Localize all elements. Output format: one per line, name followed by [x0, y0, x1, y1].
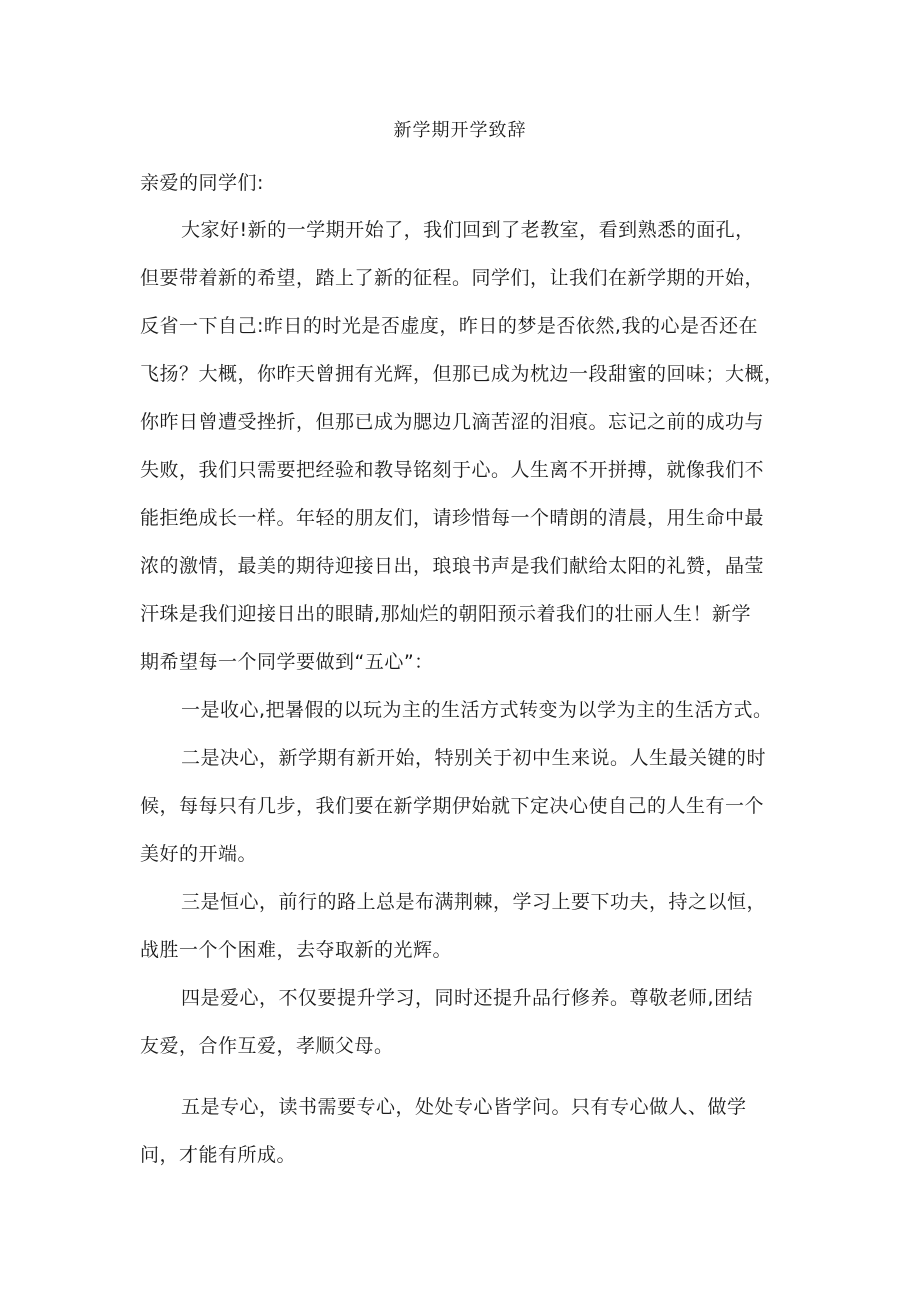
paragraph-line: 反省一下自己:昨日的时光是否虚度，昨日的梦是否依然,我的心是否还在 — [140, 315, 758, 337]
paragraph-line: 二是决心，新学期有新开始，特别关于初中生来说。人生最关键的时 — [181, 747, 767, 769]
paragraph-line: 一是收心,把暑假的以玩为主的生活方式转变为以学为主的生活方式。 — [181, 699, 773, 721]
paragraph-line: 你昨日曾遭受挫折，但那已成为腮边几滴苦涩的泪痕。忘记之前的成功与 — [140, 411, 765, 433]
paragraph-line: 问，才能有所成。 — [140, 1144, 297, 1166]
paragraph-line: 战胜一个个困难，去夺取新的光辉。 — [140, 939, 453, 961]
paragraph-line: 能拒绝成长一样。年轻的朋友们，请珍惜每一个晴朗的清晨，用生命中最 — [140, 507, 765, 529]
paragraph-line: 飞扬？大概，你昨天曾拥有光辉，但那已成为枕边一段甜蜜的回味；大概， — [140, 363, 784, 385]
paragraph-line: 美好的开端。 — [140, 843, 258, 865]
salutation: 亲爱的同学们: — [140, 172, 264, 194]
paragraph-line: 失败，我们只需要把经验和教导铭刻于心。人生离不开拼搏，就像我们不 — [140, 459, 765, 481]
paragraph-line: 浓的激情，最美的期待迎接日出，琅琅书声是我们献给太阳的礼赞，晶莹 — [140, 555, 765, 577]
paragraph-line: 汗珠是我们迎接日出的眼睛,那灿烂的朝阳预示着我们的壮丽人生！新学 — [140, 603, 752, 625]
paragraph-line: 候，每每只有几步，我们要在新学期伊始就下定决心使自己的人生有一个 — [140, 795, 765, 817]
paragraph-line: 四是爱心，不仅要提升学习，同时还提升品行修养。尊敬老师,团结 — [181, 987, 754, 1009]
paragraph-line: 大家好!新的一学期开始了，我们回到了老教室，看到熟悉的面孔， — [181, 219, 755, 241]
paragraph-line: 三是恒心，前行的路上总是布满荆棘，学习上要下功夫，持之以恒， — [181, 891, 767, 913]
paragraph-line: 但要带着新的希望，踏上了新的征程。同学们，让我们在新学期的开始， — [140, 267, 765, 289]
document-title: 新学期开学致辞 — [393, 120, 527, 141]
paragraph-line: 友爱，合作互爱，孝顺父母。 — [140, 1035, 394, 1057]
paragraph-line: 五是专心，读书需要专心，处处专心皆学问。只有专心做人、做学 — [181, 1096, 747, 1118]
paragraph-line: 期希望每一个同学要做到“五心”： — [140, 651, 434, 673]
